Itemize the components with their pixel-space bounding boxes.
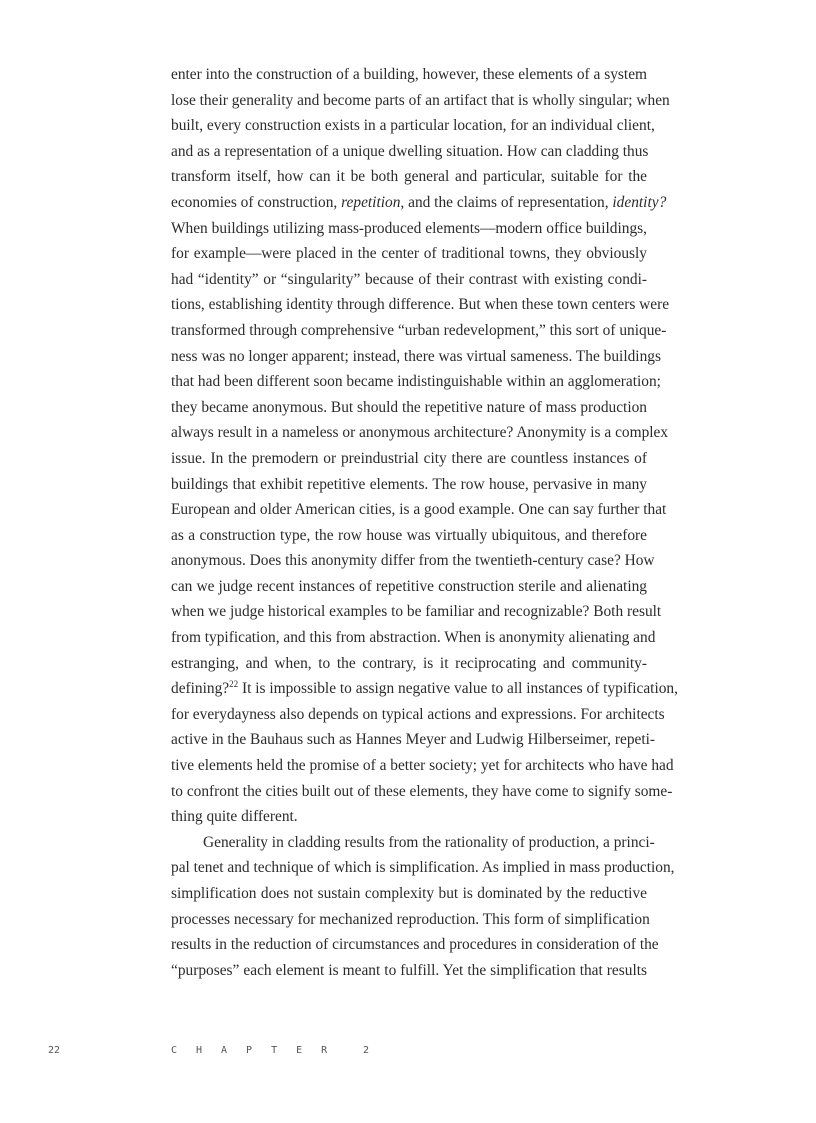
text-line: as a construction type, the row house was virtually ubiquitous, and therefore	[171, 526, 647, 544]
footnote-ref[interactable]: 22	[229, 679, 239, 690]
text-line: to confront the cities built out of these elements, they have come to signify some-	[171, 782, 673, 800]
text-line: and as a representation of a unique dwelling situation. How can cladding thus	[171, 142, 649, 160]
page-number: 22	[48, 1045, 61, 1056]
text-line: from typification, and this from abstraction. When is anonymity alienating and	[171, 629, 656, 647]
text-line: for everydayness also depends on typical actions and expressions. For architects	[171, 705, 665, 723]
text-line: can we judge recent instances of repetitive construction sterile and alienating	[171, 577, 647, 595]
text-line: they became anonymous. But should the repetitive nature of mass production	[171, 398, 647, 416]
text-line: results in the reduction of circumstances and procedures in consideration of the	[171, 936, 659, 954]
text-line: thing quite different.	[171, 808, 298, 826]
text-line: tions, establishing identity through difference. But when these town centers were	[171, 296, 670, 314]
text-line: anonymous. Does this anonymity differ from the twentieth-century case? How	[171, 552, 655, 570]
text-line: buildings that exhibit repetitive elements. The row house, pervasive in many	[171, 475, 647, 493]
text-line: European and older American cities, is a good example. One can say further that	[171, 501, 667, 519]
text-line: Generality in cladding results from the rationality of production, a princi-	[203, 833, 655, 851]
text-line	[171, 676, 678, 702]
text-line: when we judge historical examples to be familiar and recognizable? Both result	[171, 603, 662, 621]
text-line: enter into the construction of a building, however, these elements of a system	[171, 66, 647, 83]
text-line: transform itself, how can it be both general and particular, suitable for the	[171, 168, 647, 186]
chapter-number: 2	[363, 1045, 370, 1056]
running-head: CHAPTER	[171, 1045, 347, 1056]
text-line: pal tenet and technique of which is simplification. As implied in mass production,	[171, 859, 675, 877]
text-line: that had been different soon became indistinguishable within an agglomeration;	[171, 373, 661, 391]
text-line: lose their generality and become parts of an artifact that is wholly singular; when	[171, 91, 670, 109]
text-line	[171, 190, 667, 216]
text-line: tive elements held the promise of a better society; yet for architects who have had	[171, 757, 674, 775]
text-segment: defining?	[171, 680, 230, 698]
text-line: estranging, and when, to the contrary, is it reciprocating and community-	[171, 654, 647, 672]
italic-term: repetition,	[341, 193, 405, 211]
text-line: transformed through comprehensive “urban redevelopment,” this sort of unique-	[171, 321, 667, 339]
body-text	[171, 62, 678, 983]
italic-term: identity?	[612, 193, 667, 211]
text-line: simplification does not sustain complexity but is dominated by the reductive	[171, 885, 647, 902]
text-line: ness was no longer apparent; instead, there was virtual sameness. The buildings	[171, 347, 661, 365]
text-segment: It is impossible to assign negative value to all instances of typification,	[241, 680, 678, 698]
text-line: “purposes” each element is meant to fulfill. Yet the simplification that results	[171, 961, 647, 979]
text-line: built, every construction exists in a particular location, for an individual client,	[171, 117, 655, 135]
text-line: for example—were placed in the center of traditional towns, they obviously	[171, 245, 647, 263]
text-segment: economies of construction,	[171, 193, 338, 211]
text-line: always result in a nameless or anonymous architecture? Anonymity is a complex	[171, 424, 669, 442]
text-line: had “identity” or “singularity” because of their contrast with existing condi-	[171, 270, 647, 288]
text-segment: and the claims of representation,	[408, 193, 609, 211]
text-line: active in the Bauhaus such as Hannes Meyer and Ludwig Hilberseimer, repeti-	[171, 731, 656, 749]
text-line: issue. In the premodern or preindustrial city there are countless instances of	[171, 449, 647, 467]
text-line: processes necessary for mechanized reproduction. This form of simplification	[171, 910, 650, 928]
text-line: When buildings utilizing mass-produced elements—modern office buildings,	[171, 219, 647, 237]
